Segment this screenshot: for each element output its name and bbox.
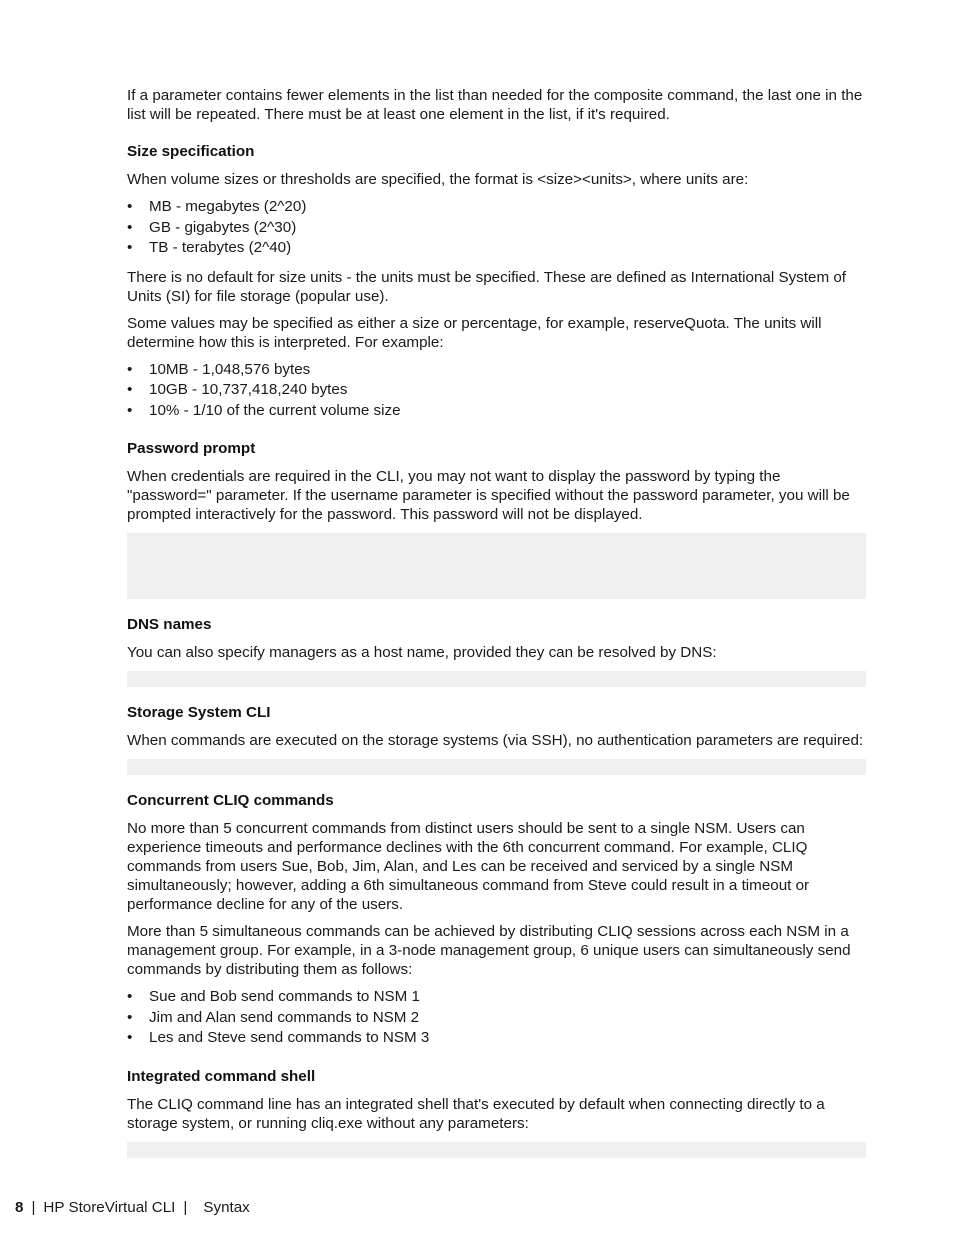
list-item: • GB - gigabytes (2^30) <box>127 218 867 239</box>
page-content <box>127 86 867 1158</box>
dns-names-body: You can also specify managers as a host name, provided they can be resolved by DNS: <box>127 644 717 661</box>
code-block <box>127 533 866 599</box>
password-prompt-heading: Password prompt <box>127 440 256 457</box>
concurrent-heading: Concurrent CLIQ commands <box>127 792 334 809</box>
concurrent-body-1: No more than 5 concurrent commands from distinct users should be sent to a single NSM. Users can experience timeouts and performance declines with the 6th concurrent command. For example, CLIQ commands from users Sue, Bob, Jim, Alan, and Les can be received and serviced by a single NSM simultaneously; however, adding a 6th simultaneous command from Steve could result in a timeout or performance decline for any of the users. <box>127 820 810 913</box>
list-item: • TB - terabytes (2^40) <box>127 238 867 259</box>
page-footer <box>15 1198 250 1217</box>
size-spec-heading: Size specification <box>127 143 255 160</box>
code-block <box>127 759 866 775</box>
page-number: 8 <box>15 1199 24 1216</box>
size-units-note-2: Some values may be specified as either a size or percentage, for example, reserveQuota. The units will determine how this is interpreted. For example: <box>127 314 822 351</box>
list-item: • MB - megabytes (2^20) <box>127 197 867 218</box>
list-item: • Jim and Alan send commands to NSM 2 <box>127 1008 867 1029</box>
intro-paragraph: If a parameter contains fewer elements in the list than needed for the composite command, the last one in the list will be repeated. There must be at least one element in the list, if it's required. <box>127 87 863 123</box>
size-units-list <box>127 197 867 259</box>
list-item: • 10MB - 1,048,576 bytes <box>127 360 867 381</box>
password-prompt-body: When credentials are required in the CLI, you may not want to display the password by typing the "password=" parameter. If the username parameter is specified without the password parameter, you will be prompted interactively for the password. This password will not be displayed. <box>127 468 850 523</box>
size-spec-intro: When volume sizes or thresholds are specified, the format is <size><units>, where units are: <box>127 171 749 188</box>
dns-names-heading: DNS names <box>127 616 212 633</box>
footer-separator: | <box>31 1199 36 1216</box>
footer-section: Syntax <box>203 1199 250 1216</box>
size-units-note: There is no default for size units - the units must be specified. These are defined as International System of Units (SI) for file storage (popular use). <box>127 268 846 305</box>
code-block <box>127 1142 866 1158</box>
storage-cli-body: When commands are executed on the storage systems (via SSH), no authentication parameters are required: <box>127 732 864 749</box>
storage-cli-heading: Storage System CLI <box>127 704 271 721</box>
list-item: • 10% - 1/10 of the current volume size <box>127 401 867 422</box>
size-examples-list <box>127 360 867 422</box>
shell-body: The CLIQ command line has an integrated shell that's executed by default when connecting directly to a storage system, or running cliq.exe without any parameters: <box>127 1095 825 1132</box>
list-item: • Sue and Bob send commands to NSM 1 <box>127 987 867 1008</box>
list-item: • 10GB - 10,737,418,240 bytes <box>127 380 867 401</box>
shell-heading: Integrated command shell <box>127 1067 316 1085</box>
footer-separator: | <box>183 1199 188 1216</box>
concurrent-body-2: More than 5 simultaneous commands can be achieved by distributing CLIQ sessions across each NSM in a management group. For example, in a 3-node management group, 6 unique users can simultaneously send commands by distributing them as follows: <box>127 923 851 978</box>
nsm-distribution-list <box>127 987 867 1049</box>
footer-product: HP StoreVirtual CLI <box>43 1199 176 1216</box>
code-block <box>127 671 866 687</box>
list-item: • Les and Steve send commands to NSM 3 <box>127 1028 867 1049</box>
